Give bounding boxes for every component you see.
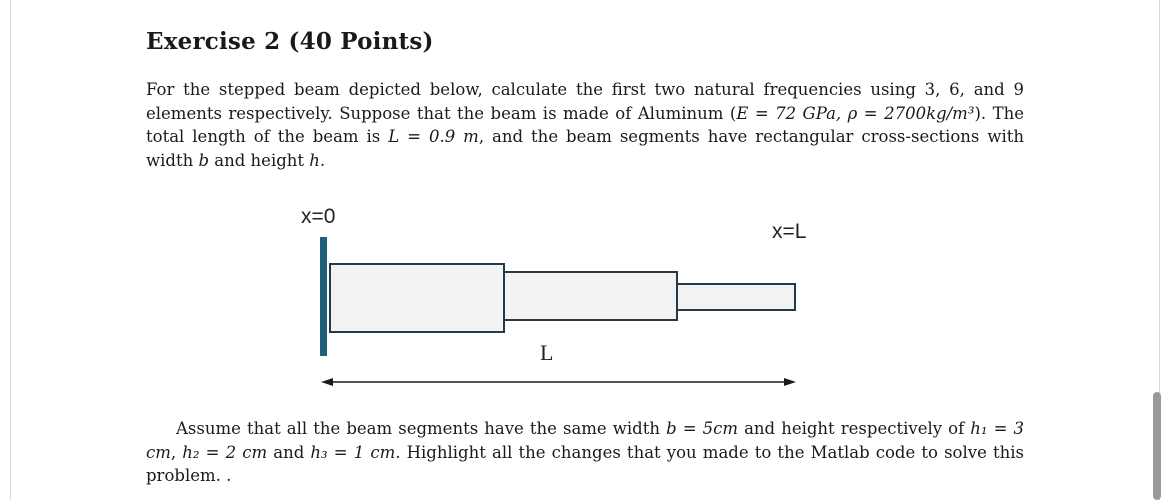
fixed-wall — [320, 237, 327, 356]
height-symbol: h — [309, 150, 320, 170]
scrollbar-track[interactable] — [1160, 0, 1170, 500]
exercise-title: Exercise 2 (40 Points) — [146, 28, 434, 55]
arrowhead-left — [321, 378, 333, 386]
followup-text-1: Assume that all the beam segments have the same width — [176, 419, 667, 438]
intro-text-5: . — [319, 150, 326, 170]
followup-text-5: . Highlight all the changes that you made to the Matlab code to solve this problem. . — [146, 442, 1024, 485]
material-properties: E = 72 GPa, ρ = 2700kg/m³ — [736, 103, 975, 123]
intro-text-3: , and the beam segments have rectangular cross-sections with width — [146, 127, 1025, 170]
page-left-edge — [10, 0, 11, 500]
beam-segment-1 — [330, 264, 504, 332]
scrollbar-thumb[interactable] — [1153, 392, 1161, 500]
followup-text-3: , — [170, 442, 183, 462]
beam-segment-3 — [677, 284, 795, 310]
width-symbol: b — [198, 150, 210, 170]
height-2: h₂ = 2 cm — [182, 442, 268, 462]
width-value: b = 5cm — [666, 419, 739, 438]
followup-statement — [146, 417, 1024, 488]
figure-length-label: L — [540, 340, 554, 365]
height-1: h₁ = 3 cm — [146, 419, 1024, 462]
height-3: h₃ = 1 cm — [310, 442, 396, 462]
problem-statement — [146, 78, 1024, 172]
beam-length: L = 0.9 m — [388, 127, 479, 146]
intro-text-2: ). The total length of the beam is — [146, 103, 1024, 146]
arrowhead-right — [784, 378, 796, 386]
beam-segment-2 — [504, 272, 677, 320]
followup-text-4: and — [267, 442, 311, 462]
intro-text-4: and height — [209, 150, 310, 170]
followup-text-2: and height respectively of — [738, 419, 971, 438]
figure-right-label: x=L — [772, 220, 807, 243]
figure-left-label: x=0 — [301, 205, 336, 228]
intro-text-1: For the stepped beam depicted below, calculate the first two natural frequencies using 3, 6, and 9 elements respectively. Suppose that the beam is made of Aluminum ( — [146, 80, 1024, 123]
stepped-beam-diagram — [300, 230, 820, 395]
